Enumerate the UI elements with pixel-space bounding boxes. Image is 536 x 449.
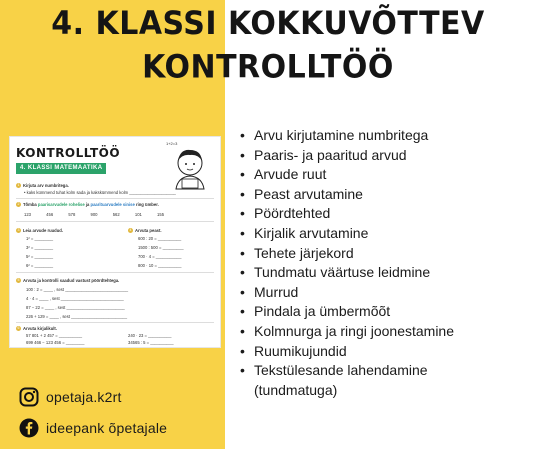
facebook-link[interactable] xyxy=(19,418,167,438)
q5-item: 100 : 2 = ____ , sest ___________________________ xyxy=(26,287,129,292)
question-6: 6 Arvuta kirjalikult. xyxy=(17,326,57,331)
q3-item: 5² = ________ xyxy=(26,254,54,259)
facebook-icon xyxy=(19,418,39,438)
topic-item: • Kirjalik arvutamine xyxy=(240,224,470,244)
q4-item: 800 · 10 = __________ xyxy=(138,263,182,268)
title-line-1: 4. KLASSI KOKKUVÕTTEV xyxy=(51,4,485,43)
worksheet-title: KONTROLLTÖÖ xyxy=(16,146,121,160)
instagram-handle: opetaja.k2rt xyxy=(46,389,122,405)
q4-item: 700 · 4 = ___________ xyxy=(138,254,182,259)
topic-item: • Tehete järjekord xyxy=(240,244,470,264)
q5-item: 87 − 22 = ____ , sest _________________________ xyxy=(26,305,125,310)
facebook-page: ideepank õpetajale xyxy=(46,420,168,436)
q6-item: 699 466 − 123 456 = ________ xyxy=(26,340,85,345)
q4-item: 600 : 20 = __________ xyxy=(138,236,182,241)
boy-illustration xyxy=(160,141,216,191)
topic-item: • Tundmatu väärtuse leidmine xyxy=(240,263,470,283)
q3-item: 3² = ________ xyxy=(26,245,54,250)
question-4: 4 Arvuta peast. xyxy=(129,228,162,233)
q5-item: 226 + 129 = ____ , sest ________________________ xyxy=(26,314,128,319)
question-2-numbers: 123 456 578 900 562 101 155 xyxy=(24,212,165,217)
topic-item: • Peast arvutamine xyxy=(240,185,470,205)
q3-item: 6² = ________ xyxy=(26,263,54,268)
topic-item: • Ruumikujundid xyxy=(240,342,470,362)
q6-item: 34565 : 5 = __________ xyxy=(128,340,174,345)
q6-item: 57 801 + 2 457 = __________ xyxy=(26,333,83,338)
question-3: 3 Leia arvude ruudud. xyxy=(17,228,64,233)
topic-item: • Pöördtehted xyxy=(240,204,470,224)
title-line-2: KONTROLLTÖÖ xyxy=(142,48,394,86)
topic-item: • Paaris- ja paaritud arvud xyxy=(240,146,470,166)
q3-item: 1² = ________ xyxy=(26,236,54,241)
page-title xyxy=(0,3,536,89)
question-1-text: • kaks kümmend tuhat kolm sada ja kakskümmend kolm ____________________ xyxy=(24,190,176,195)
topic-list xyxy=(240,126,470,400)
boy-board-text: 1+2=3 xyxy=(166,141,178,146)
topic-item: • Kolmnurga ja ringi joonestamine xyxy=(240,322,470,342)
question-1: 1 Kirjuta arv numbritega. xyxy=(17,183,69,188)
topic-item: • Arvu kirjutamine numbritega xyxy=(240,126,470,146)
question-5: 5 Arvuta ja kontrolli saadud vastust pöördtehtega. xyxy=(17,278,120,283)
instagram-icon xyxy=(19,387,39,407)
question-2: 2 Tõmba paarisarvudele rohelise ja paarituarvudele sinise ring ümber. xyxy=(17,202,159,207)
topic-item: • Tekstülesande lahendamine (tundmatuga) xyxy=(240,361,470,400)
worksheet-banner: 4. KLASSI MATEMAATIKA xyxy=(16,163,106,174)
topic-item: • Arvude ruut xyxy=(240,165,470,185)
q5-item: 4 · 4 = ____ , sest ___________________________ xyxy=(26,296,124,301)
q4-item: 1500 : 500 = _________ xyxy=(138,245,184,250)
q6-item: 240 · 23 = __________ xyxy=(128,333,172,338)
topic-item: • Pindala ja ümbermõõt xyxy=(240,302,470,322)
worksheet-preview xyxy=(10,137,220,347)
instagram-link[interactable] xyxy=(19,387,122,407)
topic-item: • Murrud xyxy=(240,283,470,303)
